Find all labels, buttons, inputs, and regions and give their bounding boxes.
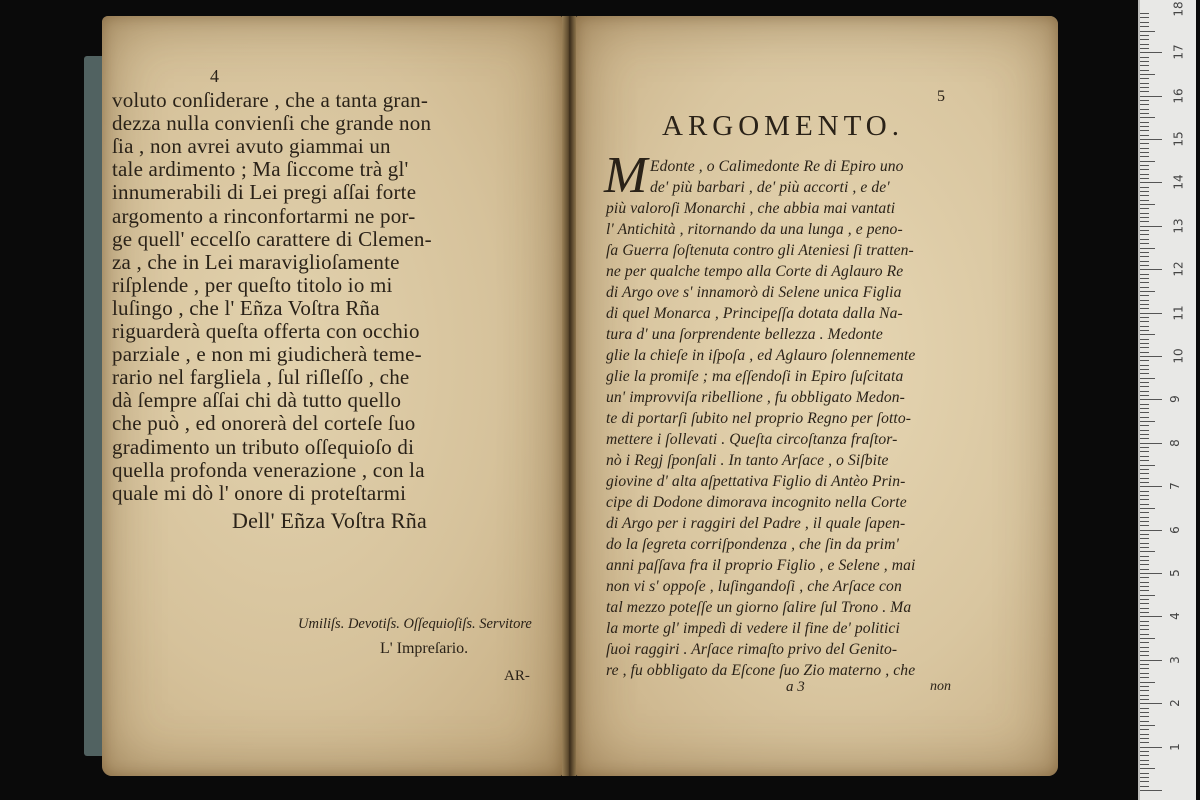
ruler-tick xyxy=(1140,755,1149,756)
right-text-line: te di portarſi ſubito nel proprio Regno per ſotto- xyxy=(606,410,912,427)
ruler-tick xyxy=(1140,265,1149,266)
ruler-number: 4 xyxy=(1167,612,1182,621)
ruler-tick xyxy=(1140,651,1149,652)
ruler-tick xyxy=(1140,165,1149,166)
ruler-tick xyxy=(1140,517,1149,518)
ruler-tick xyxy=(1140,148,1149,149)
ruler-tick xyxy=(1140,642,1149,643)
ruler-tick xyxy=(1140,386,1149,387)
ruler-tick xyxy=(1140,52,1162,53)
left-text-line: argomento a rinconfortarmi ne por- xyxy=(112,203,416,228)
measuring-ruler xyxy=(1138,0,1196,800)
ruler-tick xyxy=(1140,44,1149,45)
ruler-tick xyxy=(1140,430,1149,431)
ruler-tick xyxy=(1140,35,1149,36)
right-text-line: cipe di Dodone dimorava incognito nella Corte xyxy=(606,494,907,511)
ruler-tick xyxy=(1140,126,1149,127)
left-text-line: voluto conſiderare , che a tanta gran- xyxy=(112,88,429,112)
ruler-tick xyxy=(1140,395,1149,396)
ruler-tick xyxy=(1140,300,1149,301)
ruler-tick xyxy=(1140,83,1149,84)
ruler-tick xyxy=(1140,638,1155,639)
ruler-tick xyxy=(1140,473,1149,474)
ruler-tick xyxy=(1140,274,1149,275)
ruler-tick xyxy=(1140,347,1149,348)
ruler-tick xyxy=(1140,747,1162,748)
ruler-tick xyxy=(1140,465,1155,466)
ruler-tick xyxy=(1140,742,1149,743)
left-page-number: 4 xyxy=(210,66,219,86)
ruler-tick xyxy=(1140,404,1149,405)
left-text-line: ge quell' eccelſo carattere di Clemen- xyxy=(112,226,432,251)
ruler-tick xyxy=(1140,169,1149,170)
ruler-tick xyxy=(1140,230,1149,231)
ruler-tick xyxy=(1140,65,1149,66)
ruler-tick xyxy=(1140,751,1149,752)
ruler-tick xyxy=(1140,612,1149,613)
ruler-tick xyxy=(1140,582,1149,583)
ruler-tick xyxy=(1140,777,1149,778)
ruler-tick xyxy=(1140,295,1149,296)
ruler-tick xyxy=(1140,721,1149,722)
ruler-tick xyxy=(1140,599,1149,600)
ruler-number: 5 xyxy=(1167,569,1182,577)
ruler-tick xyxy=(1140,729,1149,730)
right-text-line: re , fu obbligato da Eſcone ſuo Zio materno , che xyxy=(606,662,916,679)
ruler-tick xyxy=(1140,91,1149,92)
ruler-tick xyxy=(1140,234,1149,235)
ruler-number: 11 xyxy=(1171,304,1186,321)
ruler-tick xyxy=(1140,482,1149,483)
ruler-tick xyxy=(1140,629,1149,630)
signature-mark: a 3 xyxy=(786,679,805,695)
ruler-tick xyxy=(1140,195,1149,196)
ruler-number: 12 xyxy=(1171,261,1186,277)
left-text-line: gradimento un tributo oſſequioſo di xyxy=(112,434,415,459)
ruler-tick xyxy=(1140,208,1149,209)
ruler-number: 3 xyxy=(1167,655,1182,664)
ruler-tick xyxy=(1140,486,1162,487)
ruler-tick xyxy=(1140,182,1162,183)
right-text-line: Edonte , o Calimedonte Re di Epiro uno xyxy=(650,158,904,175)
ruler-number: 15 xyxy=(1171,131,1186,147)
ruler-tick xyxy=(1140,569,1149,570)
ruler-tick xyxy=(1140,764,1149,765)
left-text-line: luſingo , che l' Eñza Voſtra Rña xyxy=(112,295,380,320)
ruler-tick xyxy=(1140,17,1149,18)
ruler-tick xyxy=(1140,590,1149,591)
ruler-tick xyxy=(1140,360,1149,361)
ruler-number: 18 xyxy=(1171,1,1186,17)
left-text-line: innumerabili di Lei pregi aſſai forte xyxy=(112,180,417,205)
ruler-tick xyxy=(1140,256,1149,257)
ruler-tick xyxy=(1140,31,1155,32)
ruler-tick xyxy=(1140,57,1149,58)
right-text-line: mettere i ſollevati . Queſta circoſtanza fraſtor- xyxy=(606,431,898,448)
ruler-tick xyxy=(1140,664,1149,665)
ruler-number: 17 xyxy=(1171,44,1186,60)
ruler-tick xyxy=(1140,334,1155,335)
right-text-line: tura d' una ſorprendente bellezza . Medonte xyxy=(606,326,883,343)
ruler-tick xyxy=(1140,417,1149,418)
ruler-tick xyxy=(1140,673,1149,674)
ruler-tick xyxy=(1140,13,1149,14)
ruler-tick xyxy=(1140,668,1149,669)
ruler-tick xyxy=(1140,269,1162,270)
ruler-tick xyxy=(1140,573,1162,574)
ruler-tick xyxy=(1140,547,1149,548)
ruler-tick xyxy=(1140,525,1149,526)
ruler-tick xyxy=(1140,152,1149,153)
ruler-tick xyxy=(1140,313,1162,314)
ruler-tick xyxy=(1140,356,1162,357)
ruler-tick xyxy=(1140,421,1155,422)
left-catchword: AR- xyxy=(504,668,530,684)
ruler-tick xyxy=(1140,104,1149,105)
right-text-line: la morte gl' impedì di vedere il fine de' politici xyxy=(606,620,900,637)
ruler-tick xyxy=(1140,61,1149,62)
ruler-tick xyxy=(1140,143,1149,144)
argomento-heading: ARGOMENTO. xyxy=(662,110,904,142)
ruler-tick xyxy=(1140,399,1162,400)
right-text-line: un' improvviſa ribellione , fu obbligato Medon- xyxy=(606,389,905,406)
right-text-line: glie la chieſe in iſpoſa , ed Aglauro ſolennemente xyxy=(606,347,916,364)
ruler-tick xyxy=(1140,699,1149,700)
ruler-tick xyxy=(1140,560,1149,561)
ruler-tick xyxy=(1140,187,1149,188)
ruler-tick xyxy=(1140,708,1149,709)
right-page-number: 5 xyxy=(937,88,945,105)
ruler-tick xyxy=(1140,339,1149,340)
ruler-tick xyxy=(1140,682,1155,683)
ruler-tick xyxy=(1140,491,1149,492)
ruler-tick xyxy=(1140,343,1149,344)
ruler-number: 8 xyxy=(1167,438,1182,447)
right-text-line: più valoroſi Monarchi , che abbia mai vantati xyxy=(606,200,896,217)
ruler-tick xyxy=(1140,243,1149,244)
ruler-tick xyxy=(1140,443,1162,444)
ruler-tick xyxy=(1140,786,1149,787)
ruler-tick xyxy=(1140,508,1155,509)
ruler-tick xyxy=(1140,304,1149,305)
ruler-tick xyxy=(1140,451,1149,452)
right-text-line: ſuoi raggiri . Arſace rimaſto privo del Genito- xyxy=(606,641,898,658)
left-text-line: riguarderà queſta offerta con occhio xyxy=(112,319,420,343)
ruler-tick xyxy=(1140,512,1149,513)
ruler-tick xyxy=(1140,738,1149,739)
ruler-number: 6 xyxy=(1167,525,1182,534)
ruler-tick xyxy=(1140,22,1149,23)
ruler-tick xyxy=(1140,768,1155,769)
ruler-tick xyxy=(1140,434,1149,435)
right-text-line: de' più barbari , de' più accorti , e de' xyxy=(650,179,890,196)
right-text-line: non vi s' oppoſe , luſingandoſi , che Arſace con xyxy=(606,578,902,595)
left-text-line: rario nel fargliela , ſul riſleſſo , che xyxy=(112,365,410,390)
ruler-tick xyxy=(1140,695,1149,696)
ruler-tick xyxy=(1140,478,1149,479)
ruler-tick xyxy=(1140,425,1149,426)
ruler-tick xyxy=(1140,100,1149,101)
ruler-tick xyxy=(1140,204,1155,205)
ruler-tick xyxy=(1140,96,1162,97)
ruler-tick xyxy=(1140,174,1149,175)
ruler-tick xyxy=(1140,625,1149,626)
ruler-tick xyxy=(1140,117,1155,118)
signature-line-1: Umiliſs. Devotiſs. Oſſequioſiſs. Servitore xyxy=(298,616,532,632)
ruler-tick xyxy=(1140,690,1149,691)
ruler-tick xyxy=(1140,456,1149,457)
ruler-tick xyxy=(1140,217,1149,218)
ruler-number: 9 xyxy=(1167,395,1182,404)
ruler-tick xyxy=(1140,391,1149,392)
drop-cap: M xyxy=(604,147,648,204)
ruler-number: 10 xyxy=(1171,348,1186,364)
signature-line-2: L' Impreſario. xyxy=(380,640,469,657)
right-catchword: non xyxy=(930,679,951,694)
ruler-tick xyxy=(1140,703,1162,704)
ruler-tick xyxy=(1140,87,1149,88)
ruler-tick xyxy=(1140,239,1149,240)
left-text-line: che può , ed onorerà del corteſe ſuo xyxy=(112,411,416,436)
ruler-tick xyxy=(1140,725,1155,726)
ruler-tick xyxy=(1140,369,1149,370)
ruler-tick xyxy=(1140,734,1149,735)
ruler-tick xyxy=(1140,135,1149,136)
ruler-tick xyxy=(1140,156,1149,157)
ruler-tick xyxy=(1140,616,1162,617)
ruler-tick xyxy=(1140,412,1149,413)
ruler-number: 2 xyxy=(1167,699,1182,708)
ruler-tick xyxy=(1140,248,1155,249)
ruler-tick xyxy=(1140,660,1162,661)
ruler-tick xyxy=(1140,261,1149,262)
ruler-tick xyxy=(1140,282,1149,283)
ruler-tick xyxy=(1140,78,1149,79)
ruler-tick xyxy=(1140,773,1149,774)
right-text-line: di Argo ove s' innamorò di Selene unica Figlia xyxy=(606,284,902,301)
ruler-tick xyxy=(1140,213,1149,214)
left-text-line: dà ſempre aſſai chi dà tutto quello xyxy=(112,388,402,413)
ruler-tick xyxy=(1140,586,1149,587)
ruler-tick xyxy=(1140,577,1149,578)
ruler-tick xyxy=(1140,460,1149,461)
ruler-tick xyxy=(1140,551,1155,552)
ruler-number: 1 xyxy=(1167,742,1182,751)
ruler-tick xyxy=(1140,326,1149,327)
left-text-line: tale ardimento ; Ma ſiccome trà gl' xyxy=(112,157,409,182)
ruler-number: 7 xyxy=(1167,482,1182,491)
ruler-tick xyxy=(1140,178,1149,179)
left-text-line: parziale , e non mi giudicherà teme- xyxy=(112,342,422,367)
ruler-tick xyxy=(1140,352,1149,353)
right-text-line: do la ſegreta corriſpondenza , che ſin da prim' xyxy=(606,536,899,553)
ruler-tick xyxy=(1140,191,1149,192)
ruler-tick xyxy=(1140,308,1149,309)
ruler-tick xyxy=(1140,317,1149,318)
right-text-line: l' Antichità , ritornando da una lunga , e peno- xyxy=(606,221,903,238)
ruler-tick xyxy=(1140,556,1149,557)
ruler-tick xyxy=(1140,716,1149,717)
ruler-tick xyxy=(1140,504,1149,505)
ruler-tick xyxy=(1140,603,1149,604)
ruler-tick xyxy=(1140,608,1149,609)
ruler-tick xyxy=(1140,438,1149,439)
ruler-tick xyxy=(1140,365,1149,366)
ruler-tick xyxy=(1140,321,1149,322)
ruler-tick xyxy=(1140,378,1155,379)
ruler-tick xyxy=(1140,499,1149,500)
ruler-tick xyxy=(1140,287,1149,288)
ruler-tick xyxy=(1140,647,1149,648)
ruler-tick xyxy=(1140,278,1149,279)
ruler-tick xyxy=(1140,39,1149,40)
ruler-tick xyxy=(1140,330,1149,331)
ruler-number: 14 xyxy=(1171,174,1186,191)
ruler-tick xyxy=(1140,655,1149,656)
left-text-line: riſplende , per queſto titolo io mi xyxy=(112,272,393,297)
right-text-line: giovine d' alta aſpettativa Figlio di Antèo Prin- xyxy=(606,473,906,490)
left-text-line: quella profonda venerazione , con la xyxy=(112,457,425,482)
left-text-line: ſia , non avrei avuto giammai un xyxy=(112,134,391,159)
ruler-tick xyxy=(1140,130,1149,131)
ruler-tick xyxy=(1140,291,1155,292)
ruler-tick xyxy=(1140,447,1149,448)
ruler-tick xyxy=(1140,760,1149,761)
ruler-tick xyxy=(1140,122,1149,123)
ruler-tick xyxy=(1140,70,1149,71)
ruler-tick xyxy=(1140,469,1149,470)
ruler-tick xyxy=(1140,382,1149,383)
right-text-line: ſa Guerra ſoſtenuta contro gli Ateniesi ſi tratten- xyxy=(606,242,914,259)
ruler-tick xyxy=(1140,139,1162,140)
ruler-tick xyxy=(1140,686,1149,687)
ruler-tick xyxy=(1140,26,1149,27)
ruler-number: 13 xyxy=(1171,218,1186,234)
ruler-tick xyxy=(1140,790,1162,791)
right-text-line: glie la promiſe ; ma eſſendoſi in Epiro ſuſcitata xyxy=(606,368,904,385)
right-text-line: di Argo per i raggiri del Padre , il quale ſapen- xyxy=(606,515,906,532)
left-text-line: za , che in Lei maraviglioſamente xyxy=(112,249,400,274)
right-text-line: di quel Monarca , Principeſſa dotata dalla Na- xyxy=(606,305,903,322)
ruler-tick xyxy=(1140,495,1149,496)
ruler-tick xyxy=(1140,161,1155,162)
ruler-tick xyxy=(1140,200,1149,201)
ruler-tick xyxy=(1140,521,1149,522)
ruler-tick xyxy=(1140,781,1149,782)
right-text-line: tal mezzo poteſſe un giorno ſalire ſul Trono . Ma xyxy=(606,599,912,616)
left-text-line: quale mi dò l' onore di proteſtarmi xyxy=(112,480,407,505)
right-text-line: nò i Regj ſponſali . In tanto Arſace , o Siſbite xyxy=(606,452,889,469)
ruler-tick xyxy=(1140,373,1149,374)
ruler-tick xyxy=(1140,595,1155,596)
ruler-tick xyxy=(1140,534,1149,535)
ruler-tick xyxy=(1140,113,1149,114)
left-closing: Dell' Eñza Voſtra Rña xyxy=(232,508,427,533)
ruler-tick xyxy=(1140,564,1149,565)
ruler-tick xyxy=(1140,221,1149,222)
ruler-tick xyxy=(1140,634,1149,635)
ruler-tick xyxy=(1140,226,1162,227)
ruler-tick xyxy=(1140,538,1149,539)
ruler-tick xyxy=(1140,48,1149,49)
book-gutter xyxy=(562,16,576,776)
ruler-tick xyxy=(1140,543,1149,544)
right-text-line: anni paſſava fra il proprio Figlio , e Selene , mai xyxy=(606,557,916,574)
ruler-tick xyxy=(1140,530,1162,531)
ruler-tick xyxy=(1140,712,1149,713)
ruler-number: 16 xyxy=(1171,87,1186,104)
ruler-tick xyxy=(1140,677,1149,678)
left-text-line: dezza nulla convienſi che grande non xyxy=(112,111,432,136)
ruler-tick xyxy=(1140,74,1155,75)
ruler-tick xyxy=(1140,109,1149,110)
right-text-line: ne per qualche tempo alla Corte di Aglauro Re xyxy=(606,263,904,280)
ruler-tick xyxy=(1140,252,1149,253)
ruler-tick xyxy=(1140,621,1149,622)
ruler-tick xyxy=(1140,408,1149,409)
